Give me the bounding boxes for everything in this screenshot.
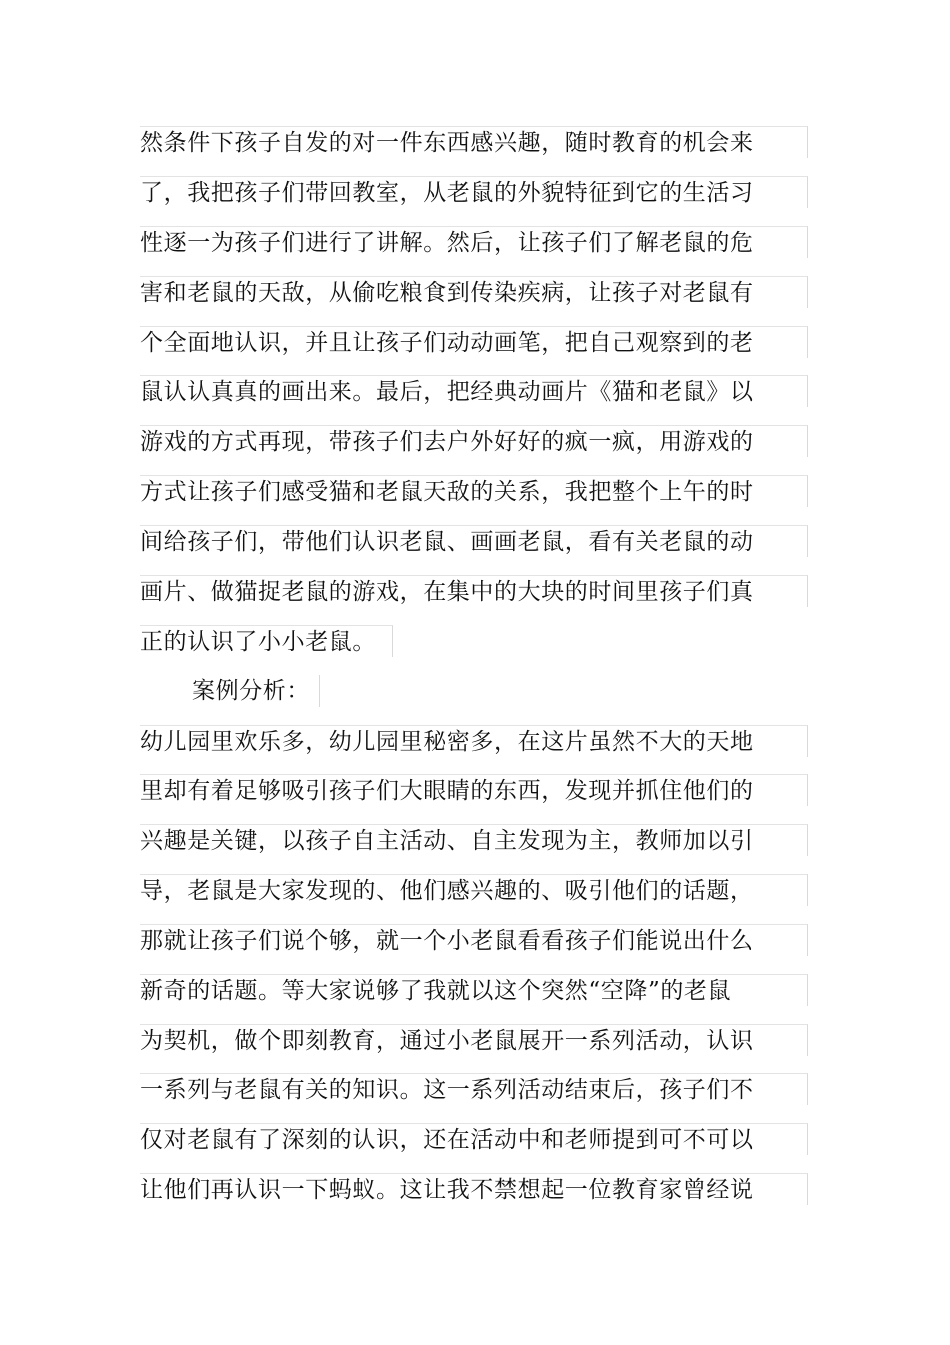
paragraph-line: 正的认识了小小老鼠。 — [140, 625, 393, 657]
paragraph-line: 害和老鼠的天敌，从偷吃粮食到传染疾病，让孩子对老鼠有 — [140, 276, 808, 308]
paragraph-line: 为契机，做个即刻教育，通过小老鼠展开一系列活动，认识 — [140, 1024, 808, 1056]
paragraph-line: 仅对老鼠有了深刻的认识，还在活动中和老师提到可不可以 — [140, 1123, 808, 1155]
section-heading: 案例分析： — [140, 675, 320, 707]
paragraph-line: 一系列与老鼠有关的知识。这一系列活动结束后，孩子们不 — [140, 1073, 808, 1105]
paragraph-line: 性逐一为孩子们进行了讲解。然后，让孩子们了解老鼠的危 — [140, 226, 808, 258]
paragraph-line: 画片、做猫捉老鼠的游戏，在集中的大块的时间里孩子们真 — [140, 575, 808, 607]
paragraph-line: 了，我把孩子们带回教室，从老鼠的外貌特征到它的生活习 — [140, 176, 808, 208]
paragraph-line: 让他们再认识一下蚂蚁。这让我不禁想起一位教育家曾经说 — [140, 1173, 808, 1205]
paragraph-line: 里却有着足够吸引孩子们大眼睛的东西，发现并抓住他们的 — [140, 774, 808, 806]
paragraph-line: 导，老鼠是大家发现的、他们感兴趣的、吸引他们的话题， — [140, 874, 808, 906]
paragraph-line: 方式让孩子们感受猫和老鼠天敌的关系，我把整个上午的时 — [140, 475, 808, 507]
paragraph-line: 然条件下孩子自发的对一件东西感兴趣，随时教育的机会来 — [140, 126, 808, 158]
paragraph-line: 鼠认认真真的画出来。最后，把经典动画片《猫和老鼠》以 — [140, 375, 808, 407]
paragraph-line: 间给孩子们，带他们认识老鼠、画画老鼠，看有关老鼠的动 — [140, 525, 808, 557]
paragraph-line: 个全面地认识，并且让孩子们动动画笔，把自己观察到的老 — [140, 326, 808, 358]
paragraph-line: 游戏的方式再现，带孩子们去户外好好的疯一疯，用游戏的 — [140, 425, 808, 457]
paragraph-line: 新奇的话题。等大家说够了我就以这个突然“空降”的老鼠 — [140, 974, 808, 1006]
paragraph-line: 幼儿园里欢乐多，幼儿园里秘密多，在这片虽然不大的天地 — [140, 725, 808, 757]
paragraph-line: 那就让孩子们说个够，就一个小老鼠看看孩子们能说出什么 — [140, 924, 808, 956]
paragraph-line: 兴趣是关键，以孩子自主活动、自主发现为主，教师加以引 — [140, 824, 808, 856]
